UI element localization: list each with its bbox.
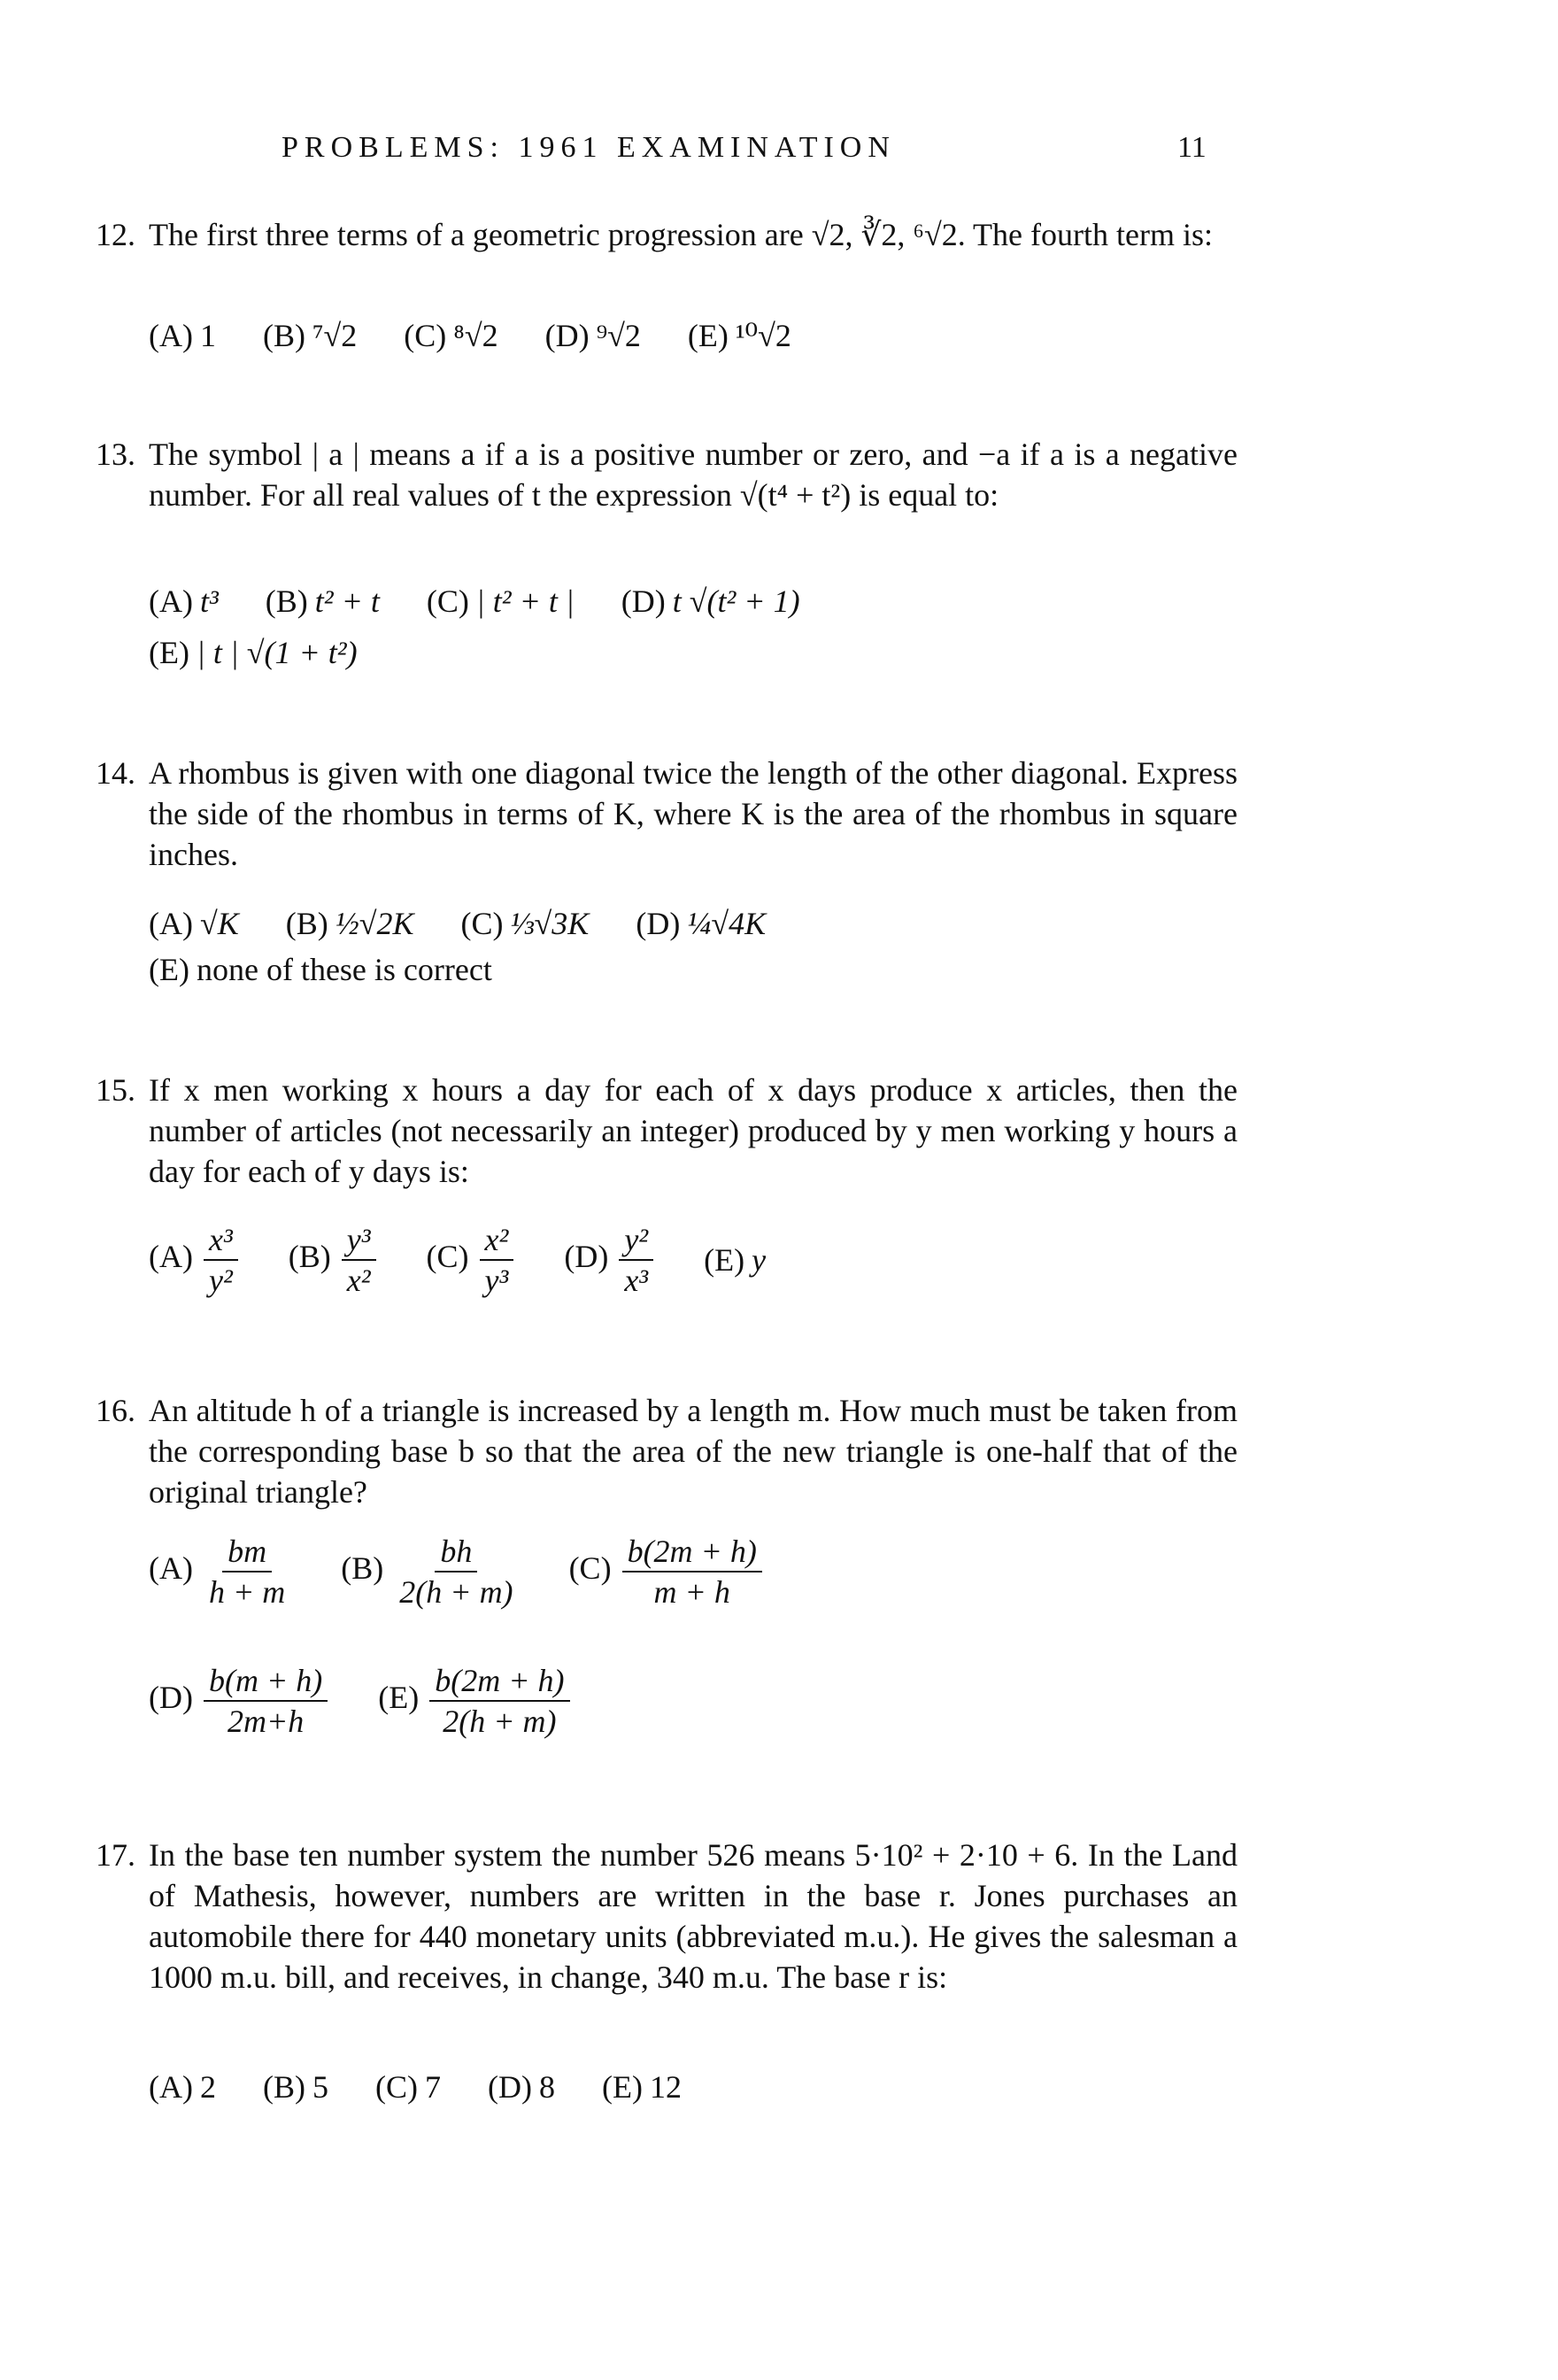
answer-choice: (E) $\frac{b(2m + h)}{2(h + m)}$	[378, 1661, 573, 1741]
answer-choice: (A) $\frac{bm}{h + m}$	[149, 1534, 286, 1610]
problem-16	[96, 1390, 1238, 1512]
problem-17	[96, 1835, 1238, 1998]
answer-choice: (C) ⁸√2	[404, 317, 498, 353]
problem-12	[96, 214, 1238, 255]
answers-14-row2	[149, 946, 531, 990]
answer-choice: (C) 7	[374, 2068, 441, 2105]
answer-choice: (E) y	[704, 1242, 767, 1278]
problem-13	[96, 434, 1238, 515]
answer-choice: (B) ⁷√2	[262, 317, 358, 353]
answer-choice: (C) | t² + t |	[426, 583, 575, 619]
answer-choice: (D) 8	[487, 2068, 555, 2105]
answer-choice: (B) ½√2K	[285, 905, 414, 941]
answer-choice: (B) $\frac{\text{y³}}{\text{x²}}$	[289, 1220, 380, 1300]
answer-choice: (D) $\frac{\text{y²}}{\text{x³}}$	[564, 1220, 657, 1300]
answers-15	[149, 1220, 805, 1300]
answer-choice: (D) ⁹√2	[544, 317, 641, 353]
answers-16	[149, 1532, 805, 1611]
problem-15	[96, 1070, 1238, 1192]
answer-choice: (B) 5	[262, 2068, 328, 2105]
problem-number: 14.	[96, 755, 135, 791]
answer-choice: (D) $\frac{b(m + h)}{2m+h}$	[149, 1661, 331, 1741]
answer-choice: (A) 2	[149, 2068, 216, 2105]
answer-choice: (A) 1	[149, 317, 216, 353]
problem-text: In the base ten number system the number 526 means 5·10² + 2·10 + 6. In the Land of Mathesis, however, numbers are written in the base r. Jones purchases an automobile there for 440 monetary units (abbreviated m.u.). He gives the salesman a 1000 m.u. bill, and receives, in change, 340 m.u. The base r is:	[149, 1837, 1238, 1995]
problem-text: A rhombus is given with one diagonal twice the length of the other diagonal. Express the side of the rhombus in terms of K, where K is the area of the rhombus in square inches.	[149, 755, 1238, 872]
answers-14	[149, 900, 805, 944]
answers-12	[149, 312, 830, 356]
answer-choice: (E) ¹⁰√2	[687, 317, 791, 353]
answer-choice: (B) $\frac{bh}{2(h + m)}$	[341, 1534, 513, 1610]
problem-number: 16.	[96, 1393, 135, 1428]
answer-choice: (A) t³	[149, 583, 219, 619]
problem-text: An altitude h of a triangle is increased by a length m. How much must be taken from the corresponding base b so that the area of the new triangle is one-half that of the original triangle?	[149, 1393, 1238, 1510]
answer-choice: (D) ¼√4K	[636, 905, 767, 941]
answer-choice: (D) t √(t² + 1)	[621, 583, 800, 619]
problem-number: 13.	[96, 437, 135, 472]
problem-text: The first three terms of a geometric progression are √2, ∛2, ⁶√2. The fourth term is:	[149, 217, 1213, 252]
problem-text: If x men working x hours a day for each of x days produce x articles, then the number of articles (not necessarily an integer) produced by y men working y hours a day for each of y days is:	[149, 1072, 1238, 1189]
answer-choice: (C) $\frac{b(2m + h)}{m + h}$	[569, 1532, 766, 1611]
answer-choice: (C) ⅓√3K	[460, 905, 590, 941]
answers-13-row2	[149, 629, 397, 673]
answers-13	[149, 577, 839, 622]
answer-choice: (B) t² + t	[265, 583, 380, 619]
problem-14	[96, 753, 1238, 875]
answer-choice: (E) 12	[601, 2068, 682, 2105]
answers-16-row2	[149, 1661, 613, 1741]
answer-choice: (C) $\frac{\text{x²}}{\text{y³}}$	[427, 1220, 518, 1300]
problem-number: 15.	[96, 1072, 135, 1108]
page-number: 11	[1177, 131, 1207, 164]
answer-choice: (E) none of these is correct	[149, 951, 492, 987]
problem-number: 12.	[96, 217, 135, 252]
problem-text: The symbol | a | means a if a is a positive number or zero, and −a if a is a negative number. For all real values of t the expression √(t⁴ + t²) is equal to:	[149, 437, 1238, 513]
problem-number: 17.	[96, 1837, 135, 1873]
page-header-title: PROBLEMS: 1961 EXAMINATION	[282, 131, 896, 164]
answer-choice: (E) | t | √(1 + t²)	[149, 634, 358, 670]
answer-choice: (A) √K	[149, 905, 239, 941]
answers-17	[149, 2063, 721, 2107]
answer-choice: (A) $\frac{\text{x³}}{\text{y²}}$	[149, 1220, 242, 1300]
